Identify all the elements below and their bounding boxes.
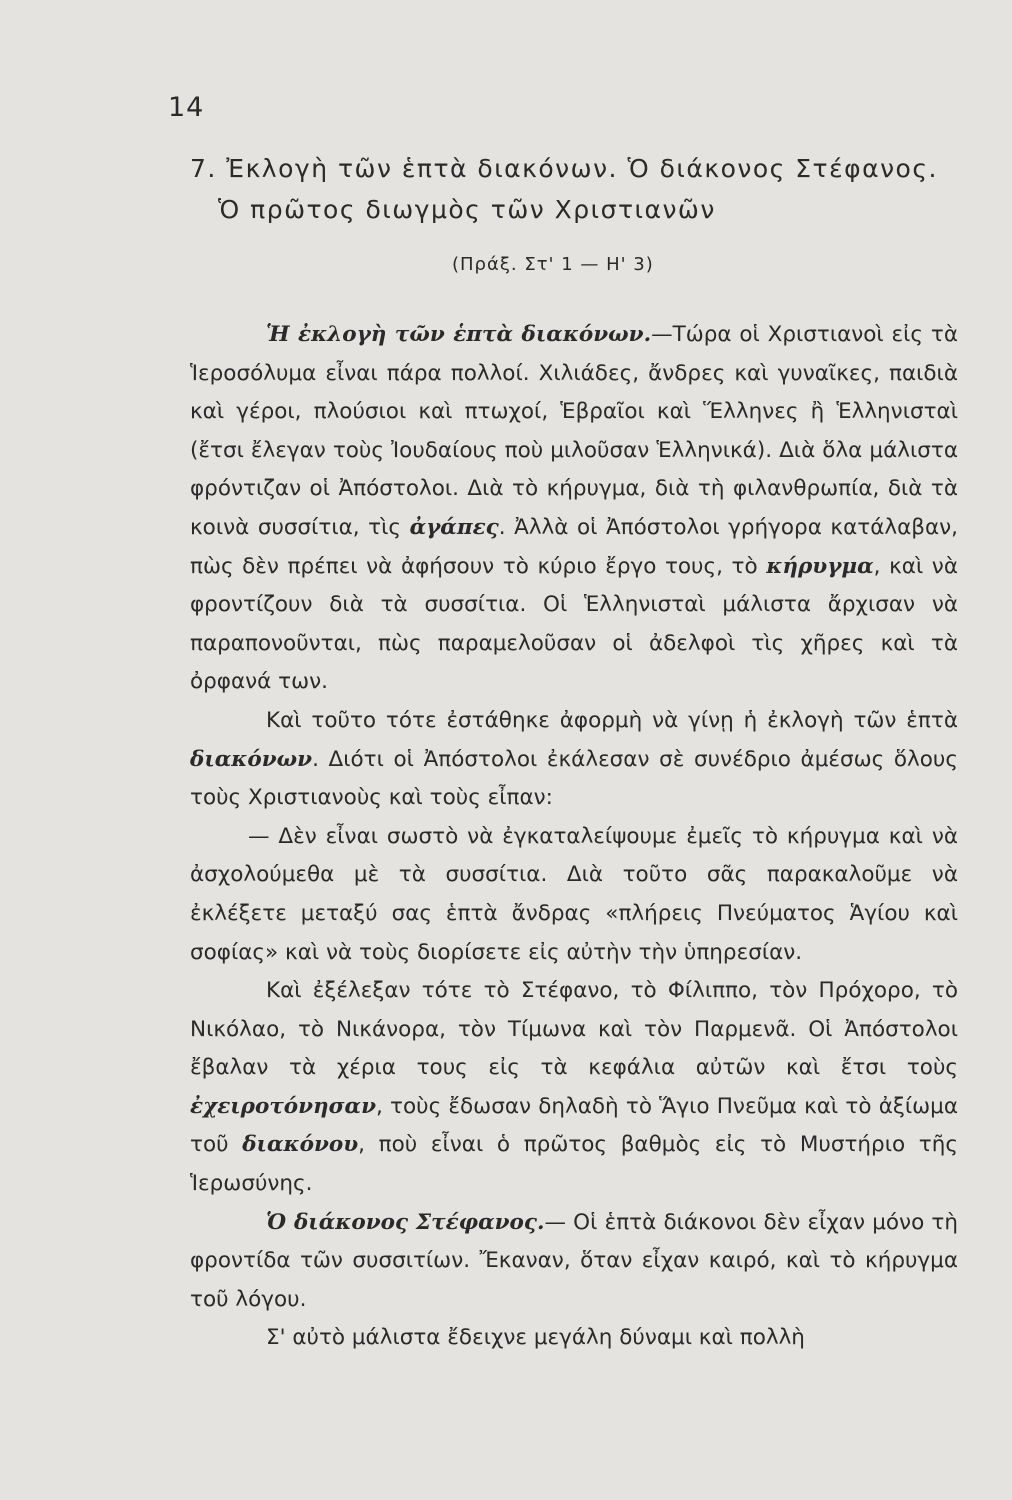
- paragraph-text: — Δὲν εἶναι σωστὸ νὰ ἐγκαταλείψουμε ἐμεῖς τὸ κήρυγμα καὶ νὰ ἀσχολούμεθα μὲ τὰ συσσίτια. Διὰ τοῦτο σᾶς παρακαλοῦμε νὰ ἐκλέξετε μεταξύ σας ἑπτὰ ἄνδρας «πλήρεις Πνεύματος Ἁγίου καὶ σοφίας» καὶ νὰ τοὺς διορίσετε εἰς αὐτὴν τὴν ὑπηρεσίαν.: [190, 823, 958, 965]
- chapter-subheading: Ὁ πρῶτος διωγμὸς τῶν Χριστιανῶν: [218, 195, 716, 224]
- chapter-heading: 7. Ἐκλογὴ τῶν ἑπτὰ διακόνων. Ὁ διάκονος Στέφανος.: [190, 154, 938, 183]
- section-lead: Ὁ διάκονος Στέφανος.: [266, 1209, 545, 1235]
- emphasis: διακόνων: [190, 746, 313, 772]
- emphasis: κήρυγμα: [766, 553, 874, 579]
- emphasis: ἐχειροτόνησαν: [190, 1093, 376, 1119]
- paragraph-text: , τοὺς ἔδωσαν δηλαδὴ τὸ Ἅγιο Πνεῦμα καὶ τὸ ἀξίωμα τοῦ: [190, 1093, 958, 1158]
- paragraph-text: . Ἀλλὰ οἱ Ἀπόστολοι γρήγορα κατάλαβαν, πὼς δὲν πρέπει νὰ ἀφήσουν τὸ κύριο ἔργο τους, τὸ: [190, 514, 958, 579]
- paragraph-text: Σ' αὐτὸ μάλιστα ἔδειχνε μεγάλη δύναμι καὶ πολλὴ: [266, 1325, 805, 1351]
- emphasis: διακόνου: [242, 1132, 359, 1158]
- paragraph: [190, 818, 958, 972]
- paragraph-text: , καὶ νὰ φροντίζουν διὰ τὰ συσσίτια. Οἱ Ἑλληνισταὶ μάλιστα ἄρχισαν νὰ παραπονοῦνται, πὼς παραμελοῦσαν οἱ ἀδελφοὶ τὶς χῆρες καὶ τὰ ὀρφανά των.: [190, 553, 958, 695]
- section-lead: Ἡ ἐκλογὴ τῶν ἑπτὰ διακόνων.: [266, 322, 652, 347]
- paragraph: [190, 972, 958, 1204]
- page-number: 14: [168, 92, 205, 123]
- paragraph-text: Καὶ ἐξέλεξαν τότε τὸ Στέφανο, τὸ Φίλιππο, τὸν Πρόχορο, τὸ Νικόλαο, τὸ Νικάνορα, τὸν Τίμωνα καὶ τὸν Παρμενᾶ. Οἱ Ἀπόστολοι ἔβαλαν τὰ χέρια τους εἰς τὰ κεφάλια αὐτῶν καὶ ἔτσι τοὺς: [190, 978, 958, 1081]
- paragraph: [190, 1204, 958, 1320]
- paragraph-text: — Οἱ ἑπτὰ διάκονοι δὲν εἶχαν μόνο τὴ φροντίδα τῶν συσσιτίων. Ἔκαναν, ὅταν εἶχαν καιρό, καὶ τὸ κήρυγμα τοῦ λόγου.: [190, 1209, 958, 1312]
- paragraph-text: Καὶ τοῦτο τότε ἐστάθηκε ἀφορμὴ νὰ γίνῃ ἡ ἐκλογὴ τῶν ἑπτὰ: [266, 707, 958, 733]
- scripture-reference: (Πράξ. Στ' 1 — Η' 3): [452, 254, 654, 275]
- paragraph-text: . Διότι οἱ Ἀπόστολοι ἐκάλεσαν σὲ συνέδριο ἀμέσως ὅλους τοὺς Χριστιανοὺς καὶ τοὺς εἶπαν:: [190, 746, 958, 811]
- paragraph: [190, 702, 958, 818]
- paragraph: [190, 1319, 958, 1358]
- emphasis: ἀγάπες: [409, 514, 499, 540]
- paragraph: [190, 316, 958, 702]
- paragraph-text: —Τώρα οἱ Χριστιανοὶ εἰς τὰ Ἱεροσόλυμα εἶναι πάρα πολλοί. Χιλιάδες, ἄνδρες καὶ γυναῖκες, παιδιὰ καὶ γέροι, πλούσιοι καὶ πτωχοί, Ἑβραῖοι καὶ Ἕλληνες ἢ Ἑλληνισταὶ (ἔτσι ἔλεγαν τοὺς Ἰουδαίους ποὺ μιλοῦσαν Ἑλληνικά). Διὰ ὅλα μάλιστα φρόντιζαν οἱ Ἀπόστολοι. Διὰ τὸ κήρυγμα, διὰ τὴ φιλανθρωπία, διὰ τὰ κοινὰ συσσίτια, τὶς: [190, 322, 958, 540]
- paragraph-text: , ποὺ εἶναι ὁ πρῶτος βαθμὸς εἰς τὸ Μυστήριο τῆς Ἱερωσύνης.: [190, 1132, 958, 1197]
- body-text: [190, 316, 958, 1358]
